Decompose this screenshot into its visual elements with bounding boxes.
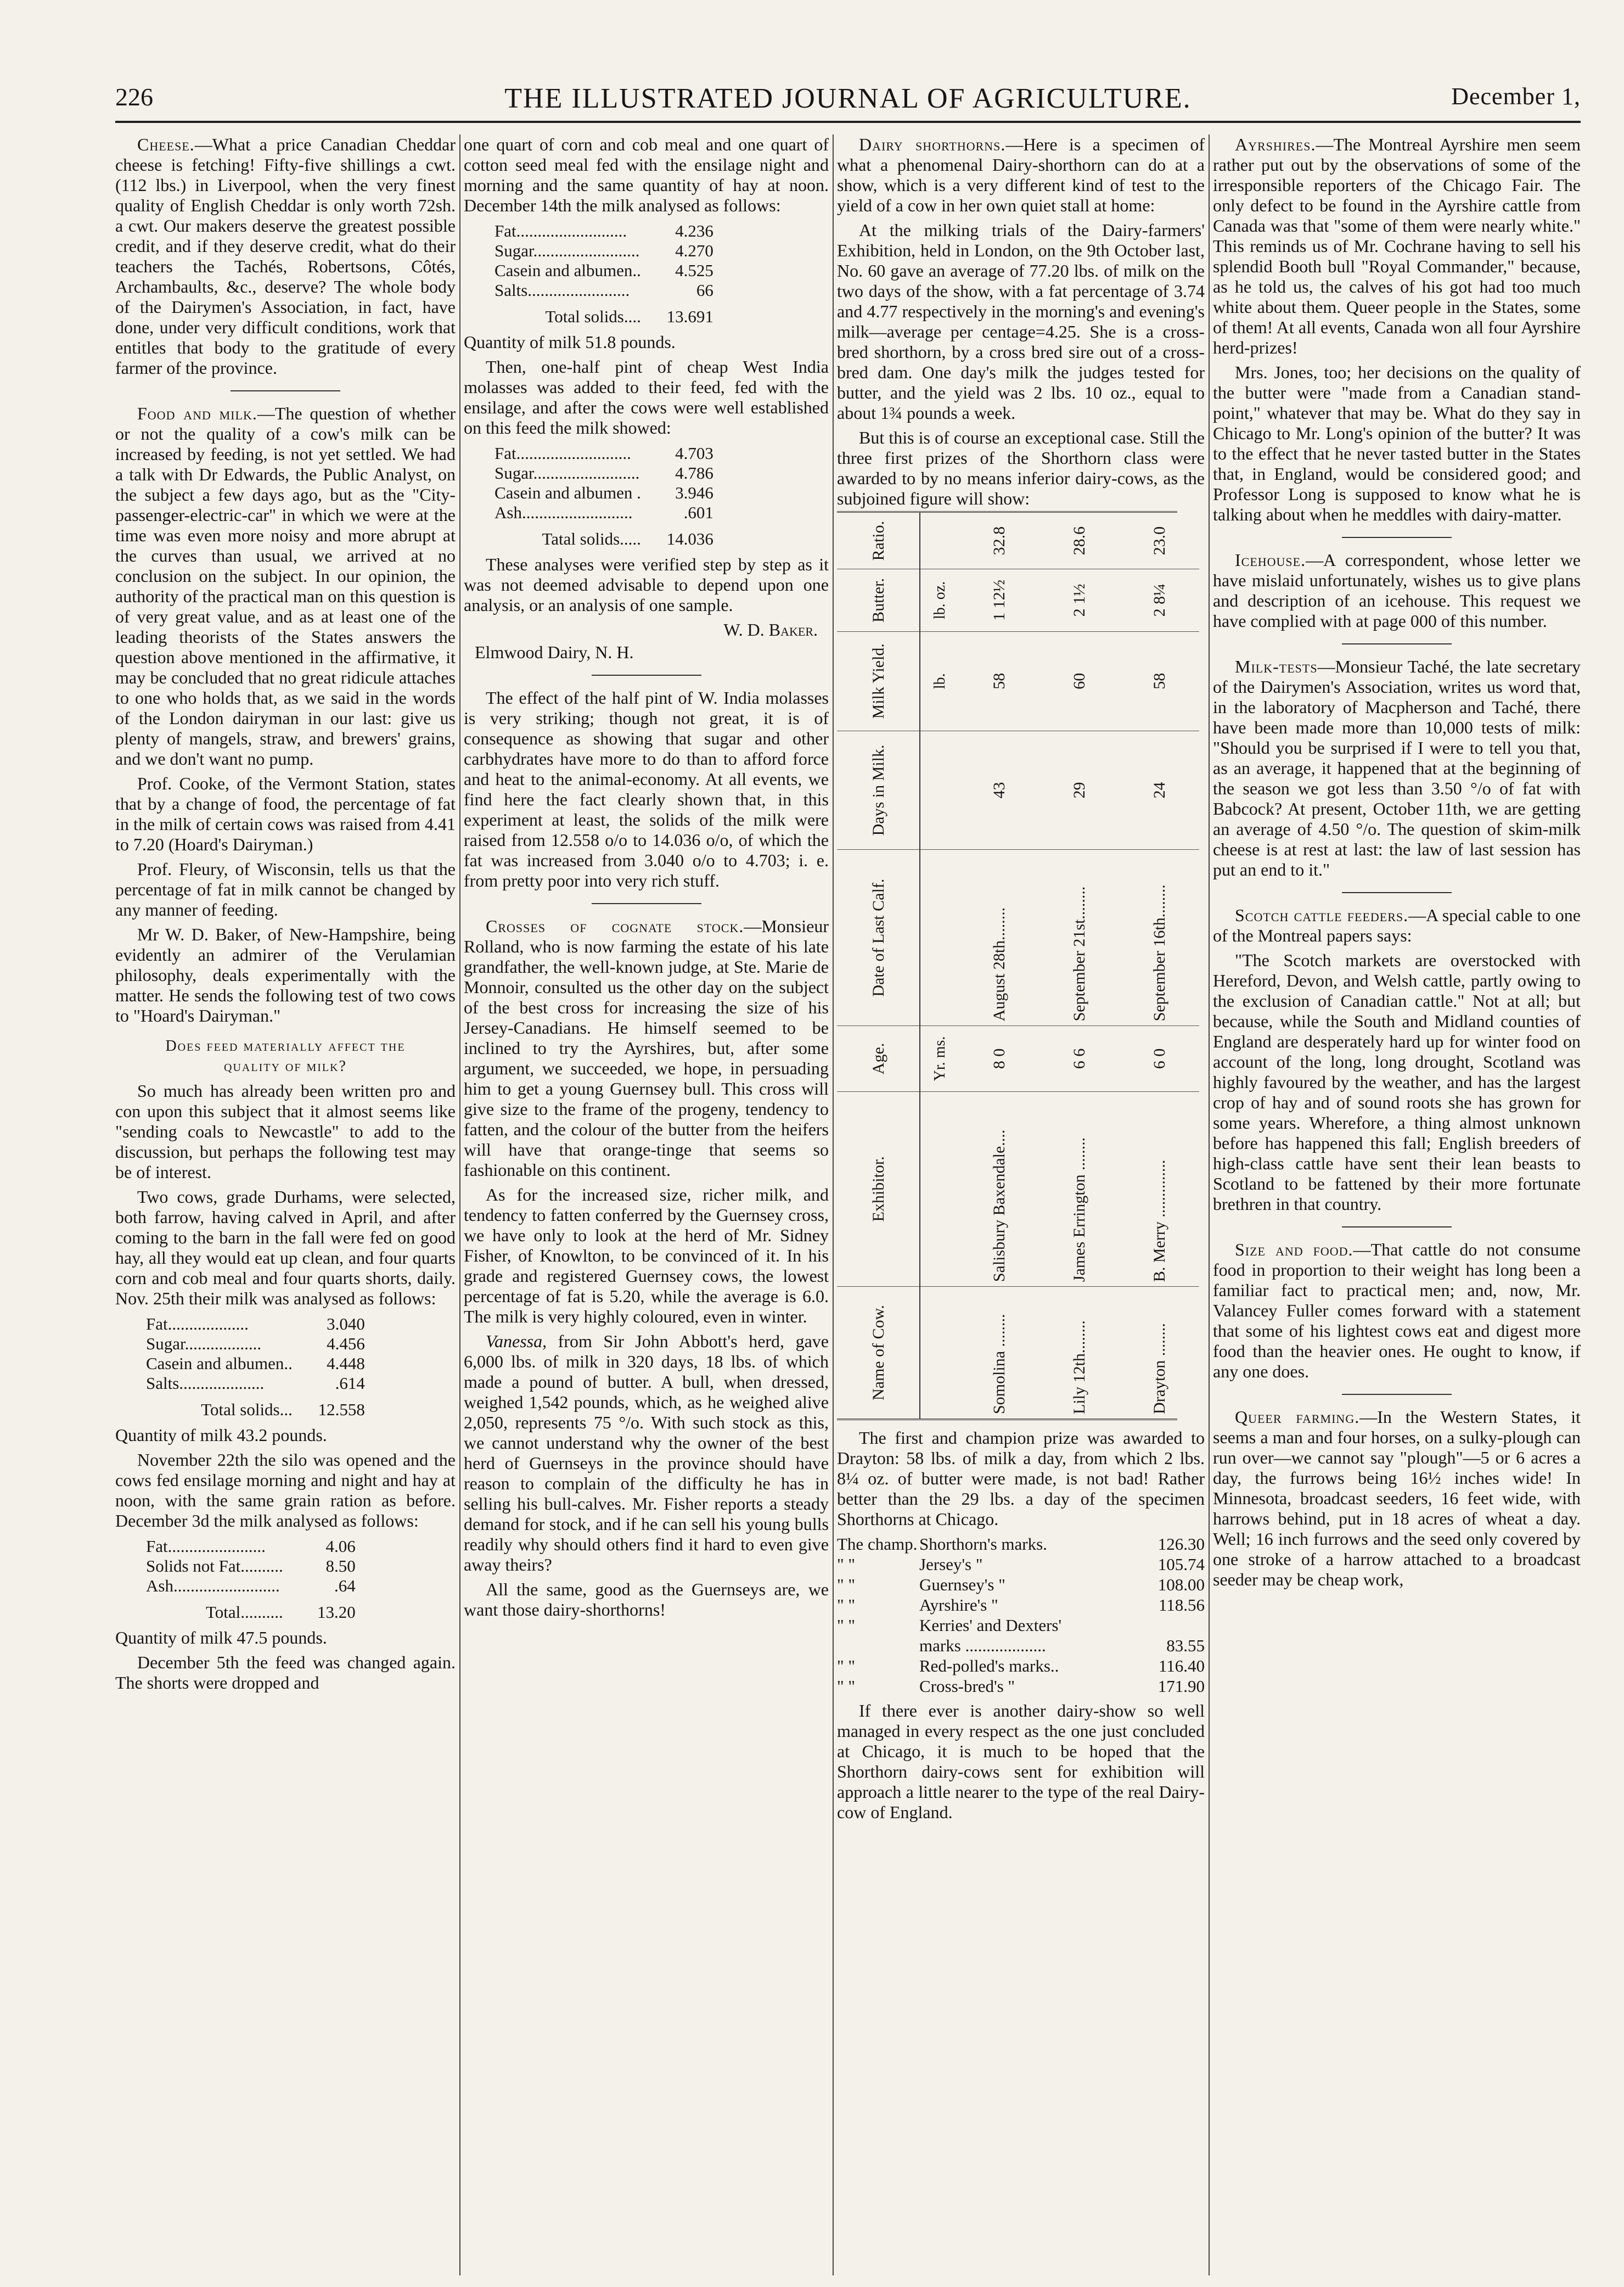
paragraph: At the milking trials of the Dairy-farmers' Exhibition, held in London, on the 9th October last, No. 60 gave an average of 77.20 lbs. of milk on the two days of the show, with a fat percentage of 3.74 and 4.77 respectively in the morning's and evening's milk—average per centage=4.25. She is a cross-bred shorthorn, by a cross bred sire out of a cross-bred dam. One day's milk the judges tested for butter, and the yield was 2 lbs. 10 oz., equal to about 1¾ pounds a week. [837, 220, 1205, 423]
paragraph: But this is of course an exceptional case. Still the three first prizes of the Shorthorn class were awarded to by no means inferior dairy-cows, as the subjoined figure will show: [837, 428, 1205, 508]
article-ayrshires: Ayrshires.—The Montreal Ayrshire men seem rather put out by the observations of some of the irresponsible reporters of the Chicago Fair. The only defect to be found in the Ayrshire cattle from Canada was that "some of them were nearly white." This reminds us of Mr. Cochrane having to sell his splendid Booth bull "Royal Commander," because, as he told us, the calves of his got had too much white about them. Queer people in the States, some of them! At all events, Canada won all four Ayrshire herd-prizes! [1213, 134, 1581, 357]
signature: W. D. Baker. [723, 620, 818, 640]
article-icehouse: Icehouse.—A correspondent, whose letter we have mislaid unfortunately, wishes us to give plans and description of an icehouse. This request we have complied with at page 000 of this number. [1213, 550, 1581, 631]
section-rule [1342, 1226, 1452, 1227]
article-crosses: Crosses of cognate stock.—Monsieur Rolland, who is now farming the estate of his late grandfather, the well-known judge, at Ste. Marie de Monnoir, consulted us the other day on the subject of the best cross for increasing the size of his Jersey-Canadians. He himself seemed to be inclined to try the Ayrshires, but, after some argument, we succeeded, we hope, in persuading him to get a young Guernsey bull. This cross will give size to the frame of the progeny, tendency to fatten, and the colour of the butter from the heifers will have that orange-tinge that seems so fashionable on this continent. [464, 916, 829, 1180]
paragraph: one quart of corn and cob meal and one quart of cotton seed meal fed with the ensilage night and morning and the same quantity of hay at noon. December 14th the milk analysed as follows: [464, 134, 829, 215]
milk-analysis-table: Fat....................... 4.06 Solids not Fat.......... 8.50 Ash......................... .64 Total.......... 13.20 [146, 1537, 356, 1622]
milk-analysis-table: Fat................... 3.040 Sugar.................. 4.456 Casein and albumen.. 4.448 Salts.................... .614 Total solids... 12.558 [146, 1314, 365, 1419]
paragraph: November 22th the silo was opened and the cows fed ensilage morning and night and hay at noon, with the same grain ration as before. December 3d the milk analysed as follows: [115, 1450, 456, 1531]
section-rule [1342, 892, 1452, 893]
paragraph: Then, one-half pint of cheap West India molasses was added to their feed, fed with the ensilage, and after the cows were well established on this feed the milk showed: [464, 357, 829, 438]
paragraph: As for the increased size, richer milk, and tendency to fatten conferred by the Guernsey cross, we have only to look at the herd of Mr. Sidney Fisher, of Knowlton, to be convinced of it. In his grade and registered Guernsey cows, the lowest percentage of fat is 5.20, while the average is 6.0. The milk is very highly coloured, even in winter. [464, 1185, 829, 1326]
paragraph: The first and champion prize was awarded to Drayton: 58 lbs. of milk a day, from which 2 lbs. 8¼ oz. of butter were made, is not bad! Rather better than the 29 lbs. a day of the specimen Shorthorns at Chicago. [837, 1428, 1205, 1529]
list-item: " " Red-polled's marks.. 116.40 [837, 1656, 1205, 1675]
paragraph: Mrs. Jones, too; her decisions on the quality of the butter were "made from a Canadian stand-point," whatever that may be. What do they say in Chicago to Mr. Long's opinion of the butter? It was to the effect that he never tasted butter in the States that, in England, would be considered good; and Professor Long is supposed to know what he is talking about when he meddles with dairy-matter. [1213, 362, 1581, 524]
list-item: " " Kerries' and Dexters' [837, 1616, 1062, 1635]
table-row: Somolina ........ Salisbury Baxendale.... 8 0 August 28th........ 43 58 1 12½ 32.8 [959, 513, 1039, 1419]
milk-quantity: Quantity of milk 51.8 pounds. [464, 332, 676, 352]
journal-title: THE ILLUSTRATED JOURNAL OF AGRICULTURE. [504, 83, 1192, 114]
paragraph: If there ever is another dairy-show so well managed in every respect as the one just concluded at Chicago, it is much to be hoped that the Shorthorn dairy-cows sent for exhibition will approach a little nearer to the type of the real Dairy-cow of England. [837, 1701, 1205, 1822]
section-rule [1342, 643, 1452, 644]
list-item: " " Guernsey's " 108.00 [837, 1575, 1205, 1594]
paragraph: December 5th the feed was changed again. The shorts were dropped and [115, 1652, 456, 1692]
article-milk-tests: Milk-tests—Monsieur Taché, the late secretary of the Dairymen's Association, writes us word that, in the laboratory of Macpherson and Taché, there have been made more than 10,000 tests of milk: "Should you be surprised if I were to tell you that, as an average, it happened that at the beginning of the season we got less than 3.50 °/o of fat with Babcock? At present, October 11th, we are getting an average of 4.50 °/o. The question of skim-milk cheese is at rest at last: the law of last session has put an end to it." [1213, 657, 1581, 879]
paragraph: Vanessa, from Sir John Abbott's herd, gave 6,000 lbs. of milk in 320 days, 18 lbs. of which made a pound of butter. A bull, when dressed, weighed 1,542 pounds, which, as he weighed alive 2,050, represents 75 °/o. With such stock as this, we cannot understand why the owner of the best herd of Guernseys in the province should have reason to complain of the difficulty he has in selling his bull-calves. Mr. Fisher reports a steady demand for stock, and if he can sell his young bulls readily why should others find it hard to even give away theirs? [464, 1331, 829, 1574]
cow-name: Vanessa, [486, 1331, 547, 1351]
article-dairy-shorthorns: Dairy shorthorns.—Here is a specimen of what a phenomenal Dairy-shorthorn can do at a show, which is a very different kind of test to the yield of a cow in her own quiet stall at home: [837, 134, 1205, 215]
list-item: " " Ayrshire's " 118.56 [837, 1595, 1205, 1615]
column-divider [1209, 134, 1210, 2275]
column-2 [464, 134, 829, 1624]
article-size-and-food: Size and food.—That cattle do not consume food in proportion to their weight has long been a familiar fact to practical men; and, now, Mr. Valancey Fuller comes forward with a statement that some of his lightest cows eat and digest more food than the heavier ones. He ought to know, if any one does. [1213, 1240, 1581, 1381]
paragraph: Two cows, grade Durhams, were selected, both farrow, having calved in April, and after coming to the barn in the fall were fed on good hay, all they would eat up clean, and four quarts corn and cob meal and four quarts shorts, daily. Nov. 25th their milk was analysed as follows: [115, 1187, 456, 1308]
table-header-row: Name of Cow. Exhibitor. Age. Date of Last Calf. Days in Milk. Milk Yield. Butter. Ratio. [837, 513, 920, 1419]
section-rule [1342, 537, 1452, 538]
column-divider [459, 134, 460, 2275]
article-heading: Milk-tests [1235, 657, 1318, 676]
article-heading: Food and milk. [137, 403, 257, 423]
table-row: Lily 12th........ James Errington ........ 6 6 September 21st........ 29 60 2 1½ 28.6 [1039, 513, 1119, 1419]
milk-analysis-table: Fat.......................... 4.236 Sugar......................... 4.270 Casein and albumen.. 4.525 Salts........................ 66 Total solids.... 13.691 [494, 221, 713, 326]
paragraph: These analyses were verified step by step as it was not deemed advisable to depend upon one analysis, or an analysis of one sample. [464, 554, 829, 615]
paragraph: "The Scotch markets are overstocked with Hereford, Devon, and Welsh cattle, partly owing to the exclusion of Canadian cattle." Not at all; but because, while the South and Midland counties of England are desperately hard up for winter food on account of the long, long drought, Scotland was highly favoured by the weather, and has the largest crop of hay and of sound roots she has grown for some years. Wherefore, a thing almost unknown before has happened this fall; English breeders of high-class cattle have sent their lean beasts to Scotland to be fattened by their more fortunate brethren in that country. [1213, 950, 1581, 1214]
list-item: The champ. Shorthorn's marks. 126.30 [837, 1534, 1205, 1554]
section-rule [1342, 1394, 1452, 1395]
paragraph: The effect of the half pint of W. India molasses is very striking; though not great, it is of consequence as showing that sugar and other carbhydrates have more to do than to afford force and heat to the animal-economy. At all events, we find here the fact clearly shown that, in this experiment at least, the solids of the milk were raised from 12.558 o/o to 14.036 o/o, of which the fat was increased from 3.040 o/o to 4.703; i. e. from pretty poor into very rich stuff. [464, 688, 829, 890]
article-heading: Cheese. [137, 134, 195, 154]
table-row: Drayton ........ B. Merry .............. 6 0 September 16th........ 24 58 2 8¼ 23.0 [1119, 513, 1199, 1419]
article-heading: Does feed materially affect the quality of milk? [165, 1038, 406, 1075]
column-4 [1213, 134, 1581, 1594]
section-rule [592, 903, 701, 904]
list-item: " " Cross-bred's " 171.90 [837, 1677, 1205, 1696]
article-heading: Ayrshires. [1235, 134, 1316, 154]
article-heading: Icehouse. [1235, 550, 1306, 570]
table-unit-row: Yr. ms. lb. lb. oz. [920, 513, 959, 1419]
paragraph: Prof. Fleury, of Wisconsin, tells us that the percentage of fat in milk cannot be changed by any manner of feeding. [115, 859, 456, 920]
article-food-and-milk: Food and milk.—The question of whether or not the quality of a cow's milk can be increased by feeding, is not yet settled. We had a talk with Dr Edwards, the Public Analyst, on the subject a few days ago, but as the "City-passenger-electric-car" in which we were at the time was even more noisy and more abrupt at the curves than usual, we arrived at no conclusion on the subject. In our opinion, the authority of the practical man on this question is of very great value, and as at least one of the leading theorists of the States answers the question above mentioned in the affirmative, it may be concluded that no great ridicule attaches to one who holds that, as we said in the words of the London dairyman in our last: give us plenty of mangels, straw, and brewers' grains, and we don't want no pump. [115, 403, 456, 769]
section-rule [592, 675, 701, 676]
article-heading: Queer farming. [1235, 1407, 1360, 1427]
milk-quantity: Quantity of milk 43.2 pounds. [115, 1425, 327, 1445]
article-queer-farming: Queer farming.—In the Western States, it seems a man and four horses, on a sulky-plough can run over—we cannot say "plough"—5 or 6 acres a day, the furrows being 16½ inches wide! In Minnesota, broadcast seeders, 16 feet wide, with harrows behind, put in 18 acres of wheat a day. Well; 16 inch furrows and the seed only covered by one stroke of a harrow attached to a broadcast seeder may be cheap work, [1213, 1407, 1581, 1589]
article-cheese: Cheese.—What a price Canadian Cheddar cheese is fetching! Fifty-five shillings a cwt. (112 lbs.) in Liverpool, when the very finest quality of English Cheddar is only worth 72sh. a cwt. Our makers deserve the greatest possible credit, and if they deserve credit, what do their teachers the Tachés, Robertsons, Côtés, Archambaults, &c., deserve? The whole body of the Dairymen's Association, in fact, have done, under very difficult conditions, work that entitles that body to the gratitude of every farmer of the province. [115, 134, 456, 378]
milking-trial-table-wrapper [837, 514, 1199, 1420]
paragraph: Mr W. D. Baker, of New-Hampshire, being evidently an admirer of the Verulamian philosophy, deals experimentally with the matter. He sends the following test of two cows to "Hoard's Dairyman." [115, 924, 456, 1025]
section-rule [231, 390, 340, 391]
column-divider [833, 134, 834, 2275]
page-header [115, 82, 1581, 123]
article-scotch-cattle-feeders: Scotch cattle feeders.—A special cable to one of the Montreal papers says: [1213, 905, 1581, 945]
article-heading: Scotch cattle feeders. [1235, 905, 1409, 925]
issue-date: December 1, [1451, 83, 1581, 110]
milk-quantity: Quantity of milk 47.5 pounds. [115, 1628, 327, 1647]
article-heading: Dairy shorthorns. [859, 134, 1006, 154]
milking-trial-table [837, 511, 1177, 1420]
page-number: 226 [115, 83, 153, 111]
paragraph: All the same, good as the Guernseys are, we want those dairy-shorthorns! [464, 1579, 829, 1619]
article-heading: Crosses of cognate stock. [486, 916, 744, 936]
list-item: " " Jersey's " 105.74 [837, 1555, 1205, 1574]
milk-analysis-table: Fat........................... 4.703 Sugar......................... 4.786 Casein and albumen . 3.946 Ash.......................... .601 Tatal solids..... 14.036 [494, 444, 713, 548]
signature-location: Elmwood Dairy, N. H. [475, 642, 634, 662]
show-marks-list [837, 1534, 1205, 1696]
column-3 [837, 134, 1205, 1827]
column-1 [115, 134, 456, 1697]
paragraph: Prof. Cooke, of the Vermont Station, states that by a change of food, the percentage of fat in the milk of certain cows was raised from 4.41 to 7.20 (Hoard's Dairyman.) [115, 773, 456, 854]
list-item: marks ................... 83.55 [919, 1636, 1205, 1655]
article-heading: Size and food. [1235, 1240, 1353, 1259]
paragraph: So much has already been written pro and con upon this subject that it almost seems like "sending coals to Newcastle" to add to the discussion, but perhaps the following test may be of interest. [115, 1081, 456, 1182]
